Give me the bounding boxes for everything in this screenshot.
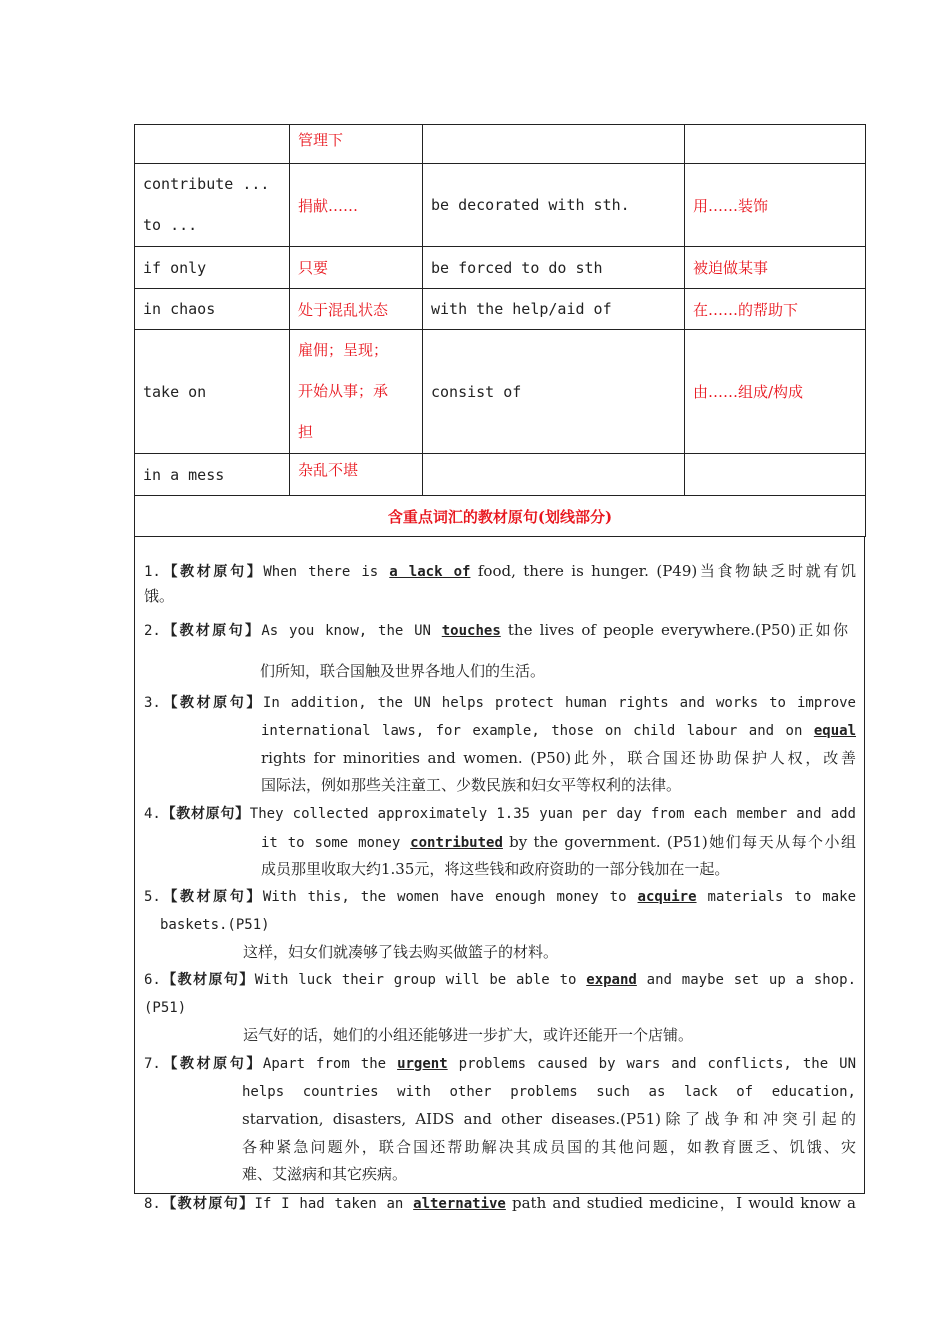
section-title: 含重点词汇的教材原句(划线部分): [135, 496, 866, 537]
cell-en: consist of: [423, 330, 685, 454]
table-row: [135, 164, 866, 247]
cell-en: in a mess: [135, 454, 290, 496]
cell-cn-line: 开始从事；承: [298, 382, 389, 400]
key-phrase: acquire: [637, 889, 697, 905]
cell-cn-line: 雇佣；呈现；: [298, 341, 389, 359]
cell-cn: [685, 454, 866, 496]
sentence-line: helps countries with other problems such as lack of education,: [242, 1084, 856, 1100]
sentence-line: (P51): [144, 1000, 187, 1016]
cell-en-line: to ...: [143, 216, 198, 234]
sentence-line: 3.【教材原句】In addition, the UN helps protect human rights and works to improve: [144, 695, 856, 711]
document-sheet: [134, 124, 865, 1212]
cell-en: in chaos: [135, 289, 290, 330]
sentence-line: 各种紧急问题外，联合国还帮助解决其成员国的其他问题，如教育匮乏、饥饿、灾: [242, 1138, 856, 1156]
sentence-line: 2.【教材原句】As you know, the UN touches the lives of people everywhere.(P50)正如你: [144, 621, 849, 639]
table-row: [135, 289, 866, 330]
sentence-line: 运气好的话，她们的小组还能够进一步扩大，或许还能开一个店铺。: [243, 1026, 694, 1044]
sentence-line: 6.【教材原句】With luck their group will be able to expand and maybe set up a shop.: [144, 972, 857, 988]
sentence-line: it to some money contributed by the government. (P51)她们每天从每个小组: [261, 833, 856, 851]
cell-cn: 由……组成/构成: [685, 330, 866, 454]
table-row: [135, 247, 866, 289]
source-tag: 【教材原句】: [160, 806, 250, 822]
key-phrase: equal: [813, 723, 857, 739]
sentence-line: 7.【教材原句】Apart from the urgent problems caused by wars and conflicts, the UN: [144, 1056, 856, 1072]
sentence-line: international laws, for example, those on child labour and on equal: [261, 723, 857, 739]
sentence-line: rights for minorities and women. (P50)此外，联合国还协助保护人权，改善: [261, 749, 856, 767]
sentence-line: 饿。: [144, 587, 175, 605]
sentence-line: 1.【教材原句】When there is a lack of food, there is hunger. (P49)当食物缺乏时就有饥: [144, 562, 857, 580]
sentence-line: baskets.(P51): [160, 917, 270, 933]
sentence-line: 成员那里收取大约1.35元，将这些钱和政府资助的一部分钱加在一起。: [261, 860, 730, 878]
source-tag: 【教材原句】: [160, 889, 263, 905]
source-tag: 【教材原句】: [160, 972, 255, 988]
source-tag: 【教材原句】: [160, 1196, 255, 1212]
source-tag: 【教材原句】: [160, 695, 263, 711]
cell-en: take on: [135, 330, 290, 454]
cell-cn: 管理下: [290, 125, 423, 164]
sentence-line: 难、艾滋病和其它疾病。: [242, 1165, 408, 1183]
sentence-line: 们所知，联合国触及世界各地人们的生活。: [260, 662, 546, 680]
key-phrase: expand: [586, 972, 637, 988]
key-phrase: a lack of: [389, 564, 471, 580]
cell-en: [423, 125, 685, 164]
table-row: [135, 125, 866, 164]
cell-en: [135, 125, 290, 164]
cell-en-line: contribute ...: [143, 175, 270, 193]
sentence-line: 5.【教材原句】With this, the women have enough money to acquire materials to make: [144, 889, 856, 905]
sentences-box: [134, 537, 865, 1212]
table-row: [135, 454, 866, 496]
key-phrase: touches: [441, 623, 501, 639]
table-row: [135, 330, 866, 454]
cell-en: with the help/aid of: [423, 289, 685, 330]
cell-cn: 杂乱不堪: [290, 454, 423, 496]
sentence-line: 国际法，例如那些关注童工、少数民族和妇女平等权利的法律。: [261, 776, 682, 794]
key-phrase: contributed: [410, 835, 503, 851]
sentence-line: 这样，妇女们就凑够了钱去购买做篮子的材料。: [243, 943, 559, 961]
cell-en: be decorated with sth.: [423, 164, 685, 247]
sentence-line: 4.【教材原句】They collected approximately 1.35 yuan per day from each member and add: [144, 806, 856, 822]
sentence-line: 8.【教材原句】If I had taken an alternative path and studied medicine，I would know a: [144, 1194, 857, 1212]
cell-cn: 处于混乱状态: [290, 289, 423, 330]
cell-en: [423, 454, 685, 496]
cell-cn: [685, 125, 866, 164]
source-tag: 【教材原句】: [160, 1056, 263, 1072]
sentence-line: starvation, disasters, AIDS and other diseases.(P51)除了战争和冲突引起的: [242, 1110, 856, 1128]
cell-cn: 只要: [290, 247, 423, 289]
source-tag: 【教材原句】: [160, 623, 262, 639]
table-row: [135, 496, 866, 537]
key-phrase: urgent: [397, 1056, 448, 1072]
cell-cn: 在……的帮助下: [685, 289, 866, 330]
cell-cn: 被迫做某事: [685, 247, 866, 289]
vocab-table: [134, 124, 866, 537]
cell-cn: 用……装饰: [685, 164, 866, 247]
key-phrase: alternative: [413, 1196, 506, 1212]
cell-cn: 捐献……: [290, 164, 423, 247]
cell-en: [135, 164, 290, 247]
cell-cn-line: 担: [298, 423, 314, 441]
cell-en: if only: [135, 247, 290, 289]
cell-en: be forced to do sth: [423, 247, 685, 289]
source-tag: 【教材原句】: [160, 564, 264, 580]
cell-cn: [290, 330, 423, 454]
